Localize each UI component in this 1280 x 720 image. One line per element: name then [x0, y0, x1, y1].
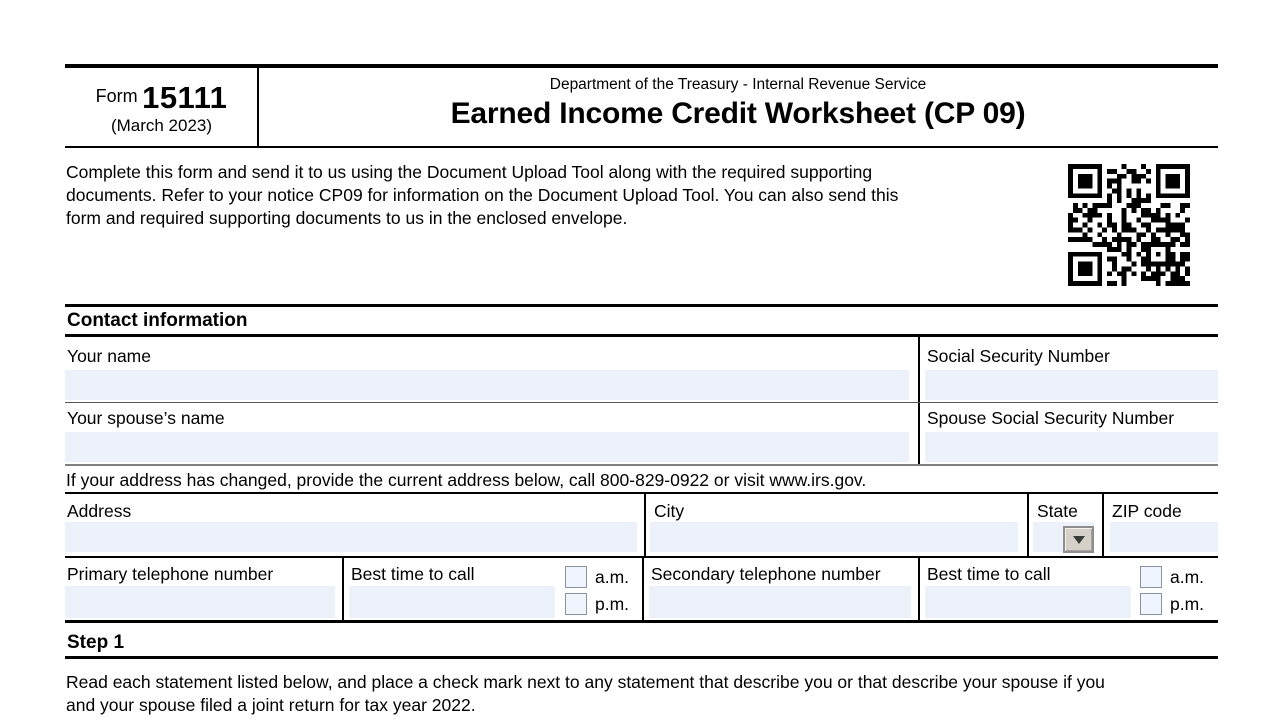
state-label: State — [1037, 501, 1078, 521]
step1-instructions-line: Read each statement listed below, and place a check mark next to any statement that describe you or that describe your spouse if you — [66, 672, 1105, 692]
city-input[interactable] — [650, 522, 1018, 552]
your-name-label: Your name — [67, 346, 151, 366]
state-dropdown-button[interactable] — [1063, 526, 1094, 553]
intro-line: documents. Refer to your notice CP09 for information on the Document Upload Tool. You can also send this — [66, 185, 899, 205]
divider-names-bottom — [65, 464, 1218, 466]
form-word: Form — [95, 86, 138, 106]
address-note: If your address has changed, provide the current address below, call 800-829-0922 or visit www.irs.gov. — [66, 470, 867, 490]
primary-phone-label: Primary telephone number — [67, 564, 274, 584]
secondary-am-checkbox[interactable] — [1140, 566, 1162, 588]
address-input[interactable] — [65, 522, 637, 552]
ssn-input[interactable] — [925, 370, 1218, 400]
page-title: Earned Income Credit Worksheet (CP 09) — [450, 97, 1026, 130]
ssn-label: Social Security Number — [927, 346, 1110, 366]
best-time-secondary-label: Best time to call — [927, 564, 1051, 584]
primary-am-label: a.m. — [595, 567, 630, 587]
form-revision: (March 2023) — [110, 115, 213, 135]
chevron-down-icon — [1073, 536, 1085, 544]
zip-input[interactable] — [1110, 522, 1218, 552]
intro-line: form and required supporting documents to us in the enclosed envelope. — [66, 208, 628, 228]
address-label: Address — [67, 501, 132, 521]
divider-header-bottom — [65, 146, 1218, 148]
department-line: Department of the Treasury - Internal Revenue Service — [549, 76, 927, 93]
divider-city-state — [1027, 492, 1029, 557]
secondary-am-label: a.m. — [1170, 567, 1205, 587]
divider-address-top — [65, 492, 1218, 494]
form-number: 15111 — [142, 80, 228, 115]
qr-code — [1068, 164, 1190, 286]
secondary-pm-label: p.m. — [1170, 594, 1205, 614]
spouse-ssn-label: Spouse Social Security Number — [927, 408, 1175, 428]
divider-contact-bottom — [65, 620, 1218, 623]
city-label: City — [654, 501, 685, 521]
best-time-primary-input[interactable] — [349, 586, 555, 618]
your-name-input[interactable] — [65, 370, 909, 400]
step1-instructions-line: and your spouse filed a joint return for tax year 2022. — [66, 695, 476, 715]
secondary-phone-label: Secondary telephone number — [651, 564, 881, 584]
intro-line: Complete this form and send it to us using the Document Upload Tool along with the required supporting — [66, 162, 873, 182]
divider-address-city — [644, 492, 646, 557]
zip-label: ZIP code — [1112, 501, 1182, 521]
divider-contact-heading — [65, 334, 1218, 337]
primary-pm-label: p.m. — [595, 594, 630, 614]
header-title-block — [258, 76, 1218, 131]
primary-pm-checkbox[interactable] — [565, 593, 587, 615]
spouse-name-label: Your spouse’s name — [67, 408, 225, 428]
step1-heading: Step 1 — [67, 632, 125, 653]
divider-secondary-besttime — [918, 556, 920, 621]
divider-name-rows — [65, 402, 1218, 403]
primary-phone-input[interactable] — [65, 586, 335, 618]
spouse-name-input[interactable] — [65, 432, 909, 462]
divider-step1 — [65, 656, 1218, 659]
form-number-block — [65, 80, 258, 135]
primary-am-checkbox[interactable] — [565, 566, 587, 588]
secondary-phone-input[interactable] — [649, 586, 911, 618]
spouse-ssn-input[interactable] — [925, 432, 1218, 462]
divider-top — [65, 64, 1218, 68]
divider-primary-besttime — [342, 556, 344, 621]
best-time-secondary-input[interactable] — [925, 586, 1131, 618]
secondary-pm-checkbox[interactable] — [1140, 593, 1162, 615]
divider-besttime-secondary — [642, 556, 644, 621]
contact-heading: Contact information — [67, 310, 248, 331]
best-time-primary-label: Best time to call — [351, 564, 475, 584]
divider-contact-top — [65, 304, 1218, 307]
divider-state-zip — [1102, 492, 1104, 557]
divider-name-ssn — [918, 336, 920, 464]
